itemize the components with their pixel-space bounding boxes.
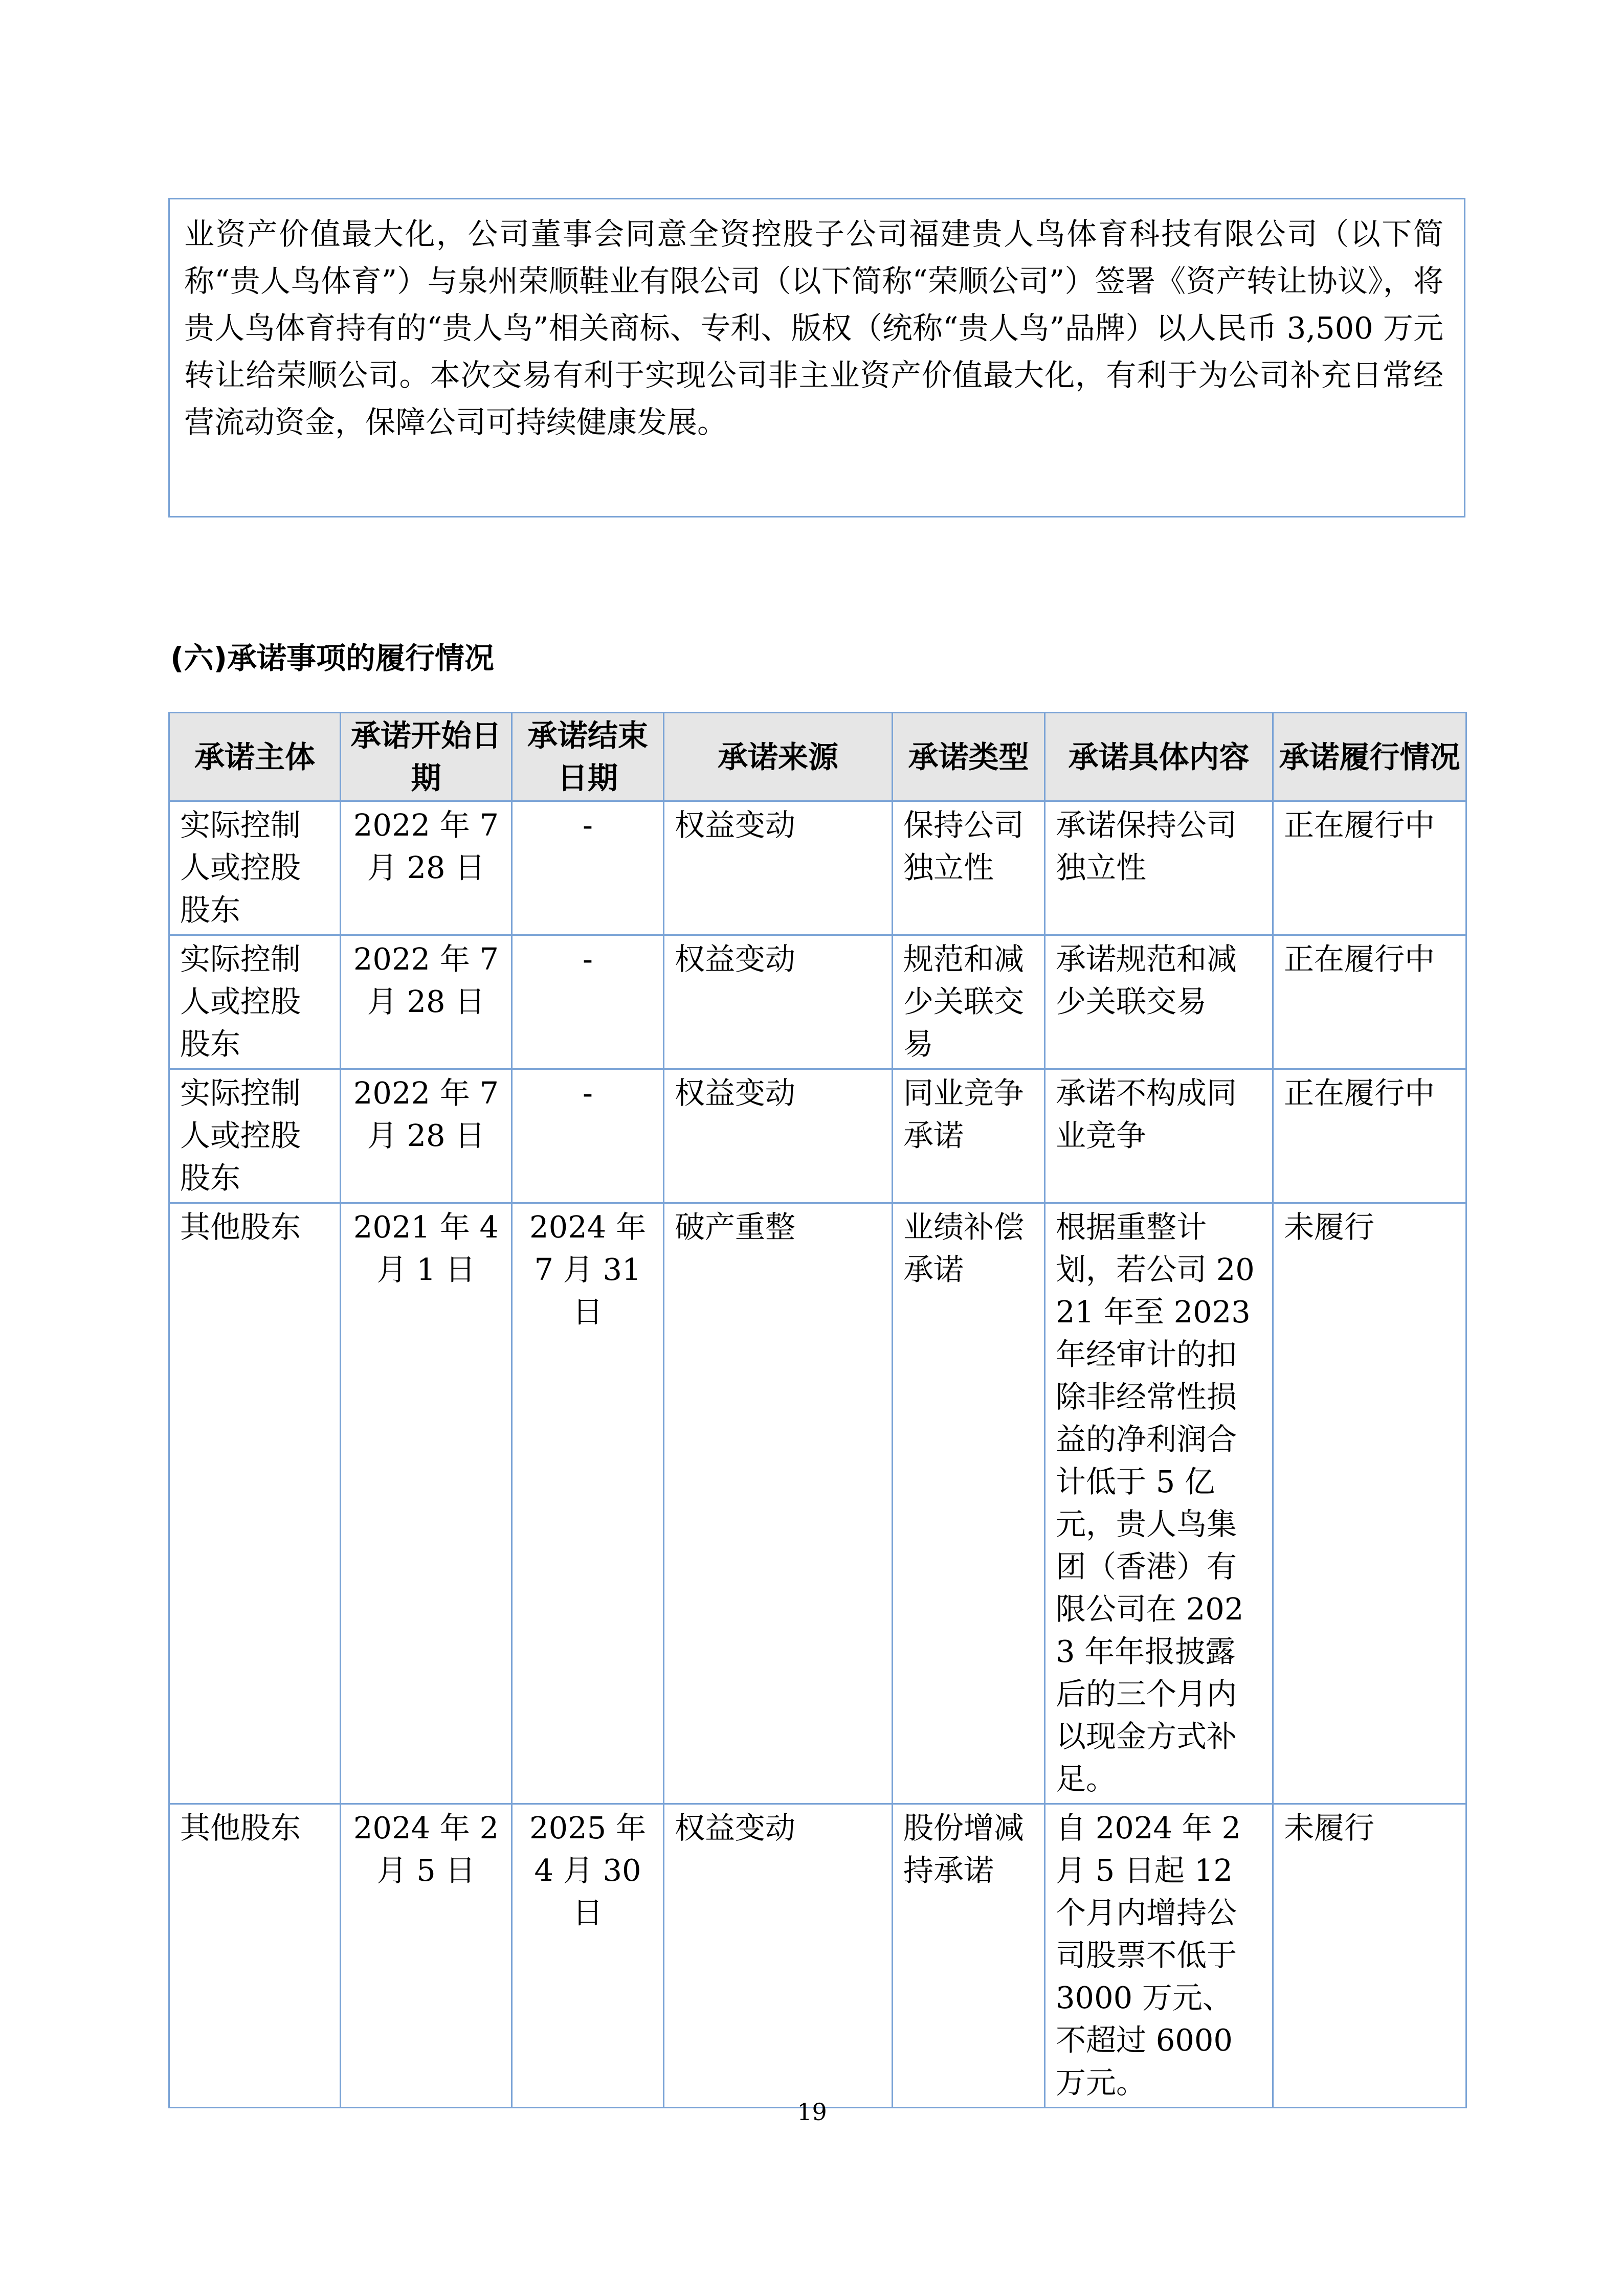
cell-end-date: 2025 年 4 月 30 日: [512, 1804, 664, 2108]
cell-start-date: 2022 年 7 月 28 日: [341, 801, 512, 935]
table-row: [169, 1804, 1466, 2108]
table-row: [169, 935, 1466, 1069]
table-header-row: [169, 713, 1466, 801]
cell-source: 权益变动: [664, 935, 893, 1069]
cell-type: 保持公司独立性: [893, 801, 1045, 935]
cell-source: 破产重整: [664, 1203, 893, 1804]
cell-source: 权益变动: [664, 1069, 893, 1203]
cell-subject: 其他股东: [169, 1804, 341, 2108]
cell-status: 未履行: [1273, 1203, 1466, 1804]
intro-text-box: [168, 198, 1465, 517]
header-end-date: 承诺结束日期: [512, 713, 664, 801]
cell-source: 权益变动: [664, 801, 893, 935]
header-status: 承诺履行情况: [1273, 713, 1466, 801]
intro-paragraph: 业资产价值最大化，公司董事会同意全资控股子公司福建贵人鸟体育科技有限公司（以下简称“贵人鸟体育”）与泉州荣顺鞋业有限公司（以下简称“荣顺公司”）签署《资产转让协议》，将贵人鸟体育持有的“贵人鸟”相关商标、专利、版权（统称“贵人鸟”品牌）以人民币 3,500 万元转让给荣顺公司。本次交易有利于实现公司非主业资产价值最大化，有利于为公司补充日常经营流动资金，保障公司可持续健康发展。: [184, 216, 1443, 440]
cell-type: 股份增减持承诺: [893, 1804, 1045, 2108]
header-source: 承诺来源: [664, 713, 893, 801]
cell-end-date: 2024 年 7 月 31 日: [512, 1203, 664, 1804]
cell-subject: 实际控制人或控股股东: [169, 935, 341, 1069]
cell-end-date: -: [512, 935, 664, 1069]
section-heading: (六)承诺事项的履行情况: [170, 641, 495, 676]
cell-start-date: 2022 年 7 月 28 日: [341, 935, 512, 1069]
cell-end-date: -: [512, 801, 664, 935]
header-start-date: 承诺开始日期: [341, 713, 512, 801]
cell-status: 正在履行中: [1273, 935, 1466, 1069]
header-content: 承诺具体内容: [1045, 713, 1273, 801]
cell-status: 正在履行中: [1273, 801, 1466, 935]
cell-source: 权益变动: [664, 1804, 893, 2108]
cell-subject: 实际控制人或控股股东: [169, 1069, 341, 1203]
cell-start-date: 2022 年 7 月 28 日: [341, 1069, 512, 1203]
cell-content: 承诺保持公司独立性: [1045, 801, 1273, 935]
table-row: [169, 801, 1466, 935]
commitments-table: [168, 712, 1467, 2108]
cell-status: 正在履行中: [1273, 1069, 1466, 1203]
table-row: [169, 1203, 1466, 1804]
cell-type: 规范和减少关联交易: [893, 935, 1045, 1069]
cell-end-date: -: [512, 1069, 664, 1203]
cell-start-date: 2024 年 2 月 5 日: [341, 1804, 512, 2108]
cell-status: 未履行: [1273, 1804, 1466, 2108]
cell-subject: 实际控制人或控股股东: [169, 801, 341, 935]
cell-content: 承诺规范和减少关联交易: [1045, 935, 1273, 1069]
header-subject: 承诺主体: [169, 713, 341, 801]
cell-type: 业绩补偿承诺: [893, 1203, 1045, 1804]
page-number: 19: [797, 2098, 827, 2126]
cell-content: 承诺不构成同业竞争: [1045, 1069, 1273, 1203]
cell-type: 同业竞争承诺: [893, 1069, 1045, 1203]
cell-subject: 其他股东: [169, 1203, 341, 1804]
cell-content: 根据重整计划，若公司 2021 年至 2023 年经审计的扣除非经常性损益的净利润合计低于 5 亿元，贵人鸟集团（香港）有限公司在 2023 年年报披露后的三个月内以现金方式补足。: [1045, 1203, 1273, 1804]
header-type: 承诺类型: [893, 713, 1045, 801]
table-row: [169, 1069, 1466, 1203]
cell-start-date: 2021 年 4 月 1 日: [341, 1203, 512, 1804]
cell-content: 自 2024 年 2 月 5 日起 12 个月内增持公司股票不低于 3000 万元、不超过 6000 万元。: [1045, 1804, 1273, 2108]
